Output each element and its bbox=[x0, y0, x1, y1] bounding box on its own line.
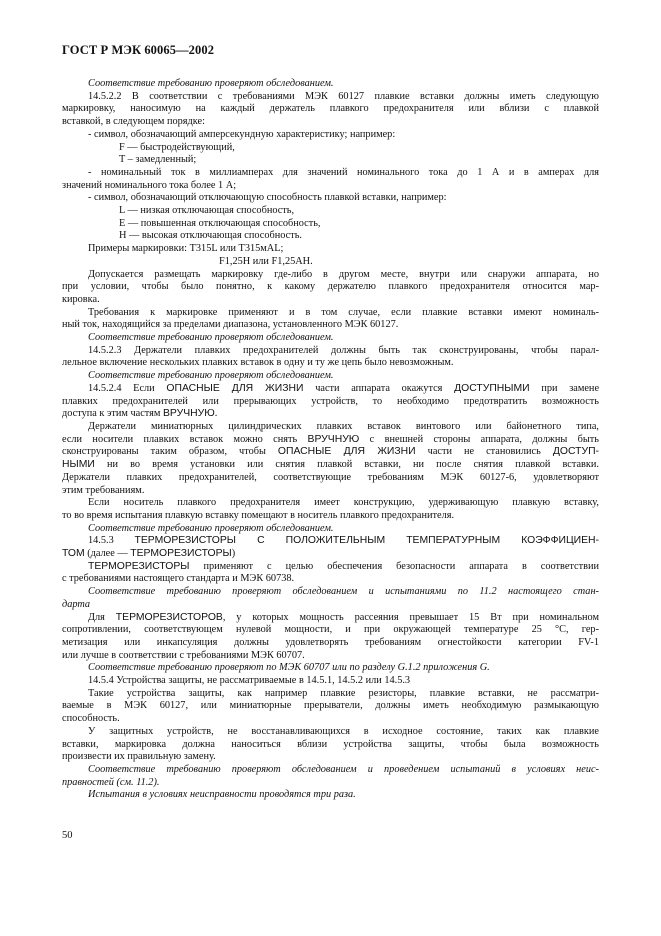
paragraph-line bbox=[62, 434, 599, 447]
section-heading: 14.5.4 Устройства защиты, не рассматриваемые в 14.5.1, 14.5.2 или 14.5.3 bbox=[88, 675, 411, 687]
verification-note: Испытания в условиях неисправности проводятся три раза. bbox=[88, 789, 356, 801]
paragraph-line bbox=[62, 383, 599, 396]
text-run: при замене bbox=[529, 382, 600, 394]
paragraph-line: вставкой, в следующем порядке: bbox=[62, 116, 205, 128]
text-run: , у которых мощность рассеяния превышает 15 Вт при номинальном bbox=[222, 611, 599, 623]
verification-note: Соответствие требованию проверяют по МЭК 60707 или по разделу G.1.2 приложения G. bbox=[88, 662, 490, 674]
defined-term: ОПАСНЫЕ ДЛЯ ЖИЗНИ bbox=[277, 446, 416, 458]
page-number: 50 bbox=[62, 830, 73, 841]
text-run: с внешней стороны аппарата, должны быть bbox=[359, 433, 599, 445]
paragraph-line: сопротивлении, соответствующем нулевой мощности, и при окружающей температуре 25 °С, гер- bbox=[62, 624, 599, 636]
text-run: ни во время установки или снятия плавкой вставки, ни после снятия плавкой вставки. bbox=[94, 459, 599, 471]
paragraph-line: то во время испытания плавкую вставку помещают в носитель плавкого предохранителя. bbox=[62, 509, 455, 521]
defined-term: ТЕРМОРЕЗИСТОРЫ bbox=[88, 560, 190, 572]
paragraph-line: значений номинального тока более 1 А; bbox=[62, 179, 237, 191]
paragraph-line: 14.5.2.2 В соответствии с требованиями МЭК 60127 плавкие вставки должны иметь следующую bbox=[88, 90, 599, 102]
paragraph-line: Если носитель плавкого предохранителя имеет конструкцию, удерживающую плавкую вставку, bbox=[88, 497, 599, 509]
paragraph-line: лельное включение нескольких плавких вставок в одну и ту же цепь было невозможным. bbox=[62, 357, 454, 369]
defined-term: ВРУЧНУЮ bbox=[163, 408, 215, 420]
paragraph-line: плавких предохранителей или прерывающих устройств, то необходимо предотвратить возможность bbox=[62, 395, 599, 407]
verification-note: дарта bbox=[62, 598, 91, 610]
paragraph-line bbox=[62, 408, 599, 421]
section-heading bbox=[62, 548, 599, 561]
defined-term: ТЕРМОРЕЗИСТОРЫ bbox=[130, 548, 232, 560]
paragraph-line bbox=[62, 561, 599, 574]
paragraph-line: Держатели плавких предохранителей, соответствующие требованиям МЭК 60127-6, удовлетворяют bbox=[62, 471, 599, 483]
text-run: применяют с целью обеспечения безопасности аппарата в соответствии bbox=[189, 560, 599, 572]
list-item: T – замедленный; bbox=[119, 154, 197, 166]
section-heading bbox=[62, 535, 599, 548]
defined-term: ТЕРМОРЕЗИСТОРОВ bbox=[115, 611, 223, 623]
paragraph-line: при условии, чтобы было понятно, к какому держателю плавкого предохранителя относится мар- bbox=[62, 281, 599, 293]
list-item: - символ, обозначающий амперсекундную характеристику; например: bbox=[88, 128, 396, 140]
defined-term: ОПАСНЫЕ ДЛЯ ЖИЗНИ bbox=[166, 382, 304, 394]
paragraph-line: маркировку, наносимую на каждый держатель плавкого предохранителя или вблизи с плавкой bbox=[62, 103, 599, 115]
verification-note: Соответствие требованию проверяют обследованием. bbox=[88, 522, 334, 534]
paragraph-line: с требованиями настоящего стандарта и МЭК 60738. bbox=[62, 573, 295, 585]
list-item: F — быстродействующий, bbox=[119, 141, 235, 153]
paragraph-line: метизация или инкапсуляция должны удовлетворять требованиям огнестойкости категории FV-1 bbox=[62, 636, 599, 648]
verification-note: Соответствие требованию проверяют обследованием. bbox=[88, 78, 334, 89]
paragraph-line: ваемые в МЭК 60127, или миниатюрные прерыватели, должны иметь необходимую размыкающую bbox=[62, 700, 599, 712]
paragraph-line: или лучше в соответствии с требованиями МЭК 60707. bbox=[62, 649, 305, 661]
paragraph-line bbox=[62, 612, 599, 625]
paragraph-line: произвести их правильную замену. bbox=[62, 751, 216, 763]
text-run: ) bbox=[231, 548, 236, 560]
paragraph-line: этим требованиям. bbox=[62, 484, 145, 496]
defined-term: ТЕРМОРЕЗИСТОРЫ С ПОЛОЖИТЕЛЬНЫМ ТЕМПЕРАТУРНЫМ КОЭФФИЦИЕН- bbox=[134, 535, 600, 547]
text-run: сконструированы таким образом, чтобы bbox=[62, 446, 278, 458]
paragraph-line: вставки, маркировка должна наноситься вблизи устройства защиты, чтобы была возможность bbox=[62, 738, 599, 750]
text-run: доступа к этим частям bbox=[62, 408, 163, 420]
defined-term: ДОСТУПНЫМИ bbox=[454, 382, 530, 394]
marking-example: Примеры маркировки: T315L или T315мAL; bbox=[88, 243, 284, 255]
marking-example: F1,25H или F1,25AH. bbox=[219, 255, 313, 267]
paragraph-line: способность. bbox=[62, 713, 120, 725]
text-run: . bbox=[214, 408, 218, 420]
verification-note: правностей (см. 11.2). bbox=[62, 776, 160, 788]
verification-note: Соответствие требованию проверяют обследованием и испытаниями по 11.2 настоящего стан- bbox=[88, 586, 599, 598]
verification-note: Соответствие требованию проверяют обследованием. bbox=[88, 332, 334, 344]
document-body bbox=[62, 78, 599, 802]
list-item: - номинальный ток в миллиамперах для значений номинального тока до 1 А и в амперах для bbox=[88, 166, 599, 178]
paragraph-line: ный ток, находящийся за пределами диапазона, установленного МЭК 60127. bbox=[62, 319, 399, 331]
paragraph-line: Такие устройства защиты, как например плавкие резисторы, плавкие вставки, не рассматри- bbox=[88, 687, 599, 699]
list-item: L — низкая отключающая способность, bbox=[119, 205, 295, 217]
defined-term: НЫМИ bbox=[62, 459, 95, 471]
page-header: ГОСТ Р МЭК 60065—2002 bbox=[62, 43, 215, 57]
list-item: H — высокая отключающая способность. bbox=[119, 230, 303, 242]
text-run: если носители плавких вставок можно снять bbox=[62, 433, 308, 445]
list-item: - символ, обозначающий отключающую способность плавкой вставки, например: bbox=[88, 192, 447, 204]
paragraph-line: Держатели миниатюрных цилиндрических плавких вставок винтового или байонетного типа, bbox=[88, 420, 599, 432]
text-run: части аппарата окажутся bbox=[303, 382, 455, 394]
paragraph-line bbox=[62, 446, 599, 459]
paragraph-line bbox=[62, 459, 599, 472]
defined-term: ДОСТУП- bbox=[552, 446, 599, 458]
paragraph-line: 14.5.2.3 Держатели плавких предохранителей должны быть так сконструированы, чтобы парал- bbox=[88, 344, 599, 356]
defined-term: ВРУЧНУЮ bbox=[307, 433, 360, 445]
paragraph-line: Допускается размещать маркировку где-либо в другом месте, внутри или снаружи аппарата, но bbox=[88, 268, 599, 280]
paragraph-line: Требования к маркировке применяют и в том случае, если плавкие вставки имеют номиналь- bbox=[88, 306, 599, 318]
text-run: (далее — bbox=[84, 548, 131, 560]
text-run: 14.5.2.4 Если bbox=[88, 382, 167, 394]
defined-term: ТОМ bbox=[62, 548, 85, 560]
list-item: E — повышенная отключающая способность, bbox=[119, 217, 321, 229]
verification-note: Соответствие требованию проверяют обследованием. bbox=[88, 370, 334, 382]
verification-note: Соответствие требованию проверяют обследованием и проведением испытаний в условиях неис- bbox=[88, 763, 599, 775]
text-run: 14.5.3 bbox=[88, 535, 135, 547]
paragraph-line: кировка. bbox=[62, 293, 100, 305]
text-run: части не становились bbox=[415, 446, 553, 458]
text-run: Для bbox=[88, 611, 116, 623]
paragraph-line: У защитных устройств, не восстанавливающихся в исходное состояние, таких как плавкие bbox=[88, 725, 599, 737]
